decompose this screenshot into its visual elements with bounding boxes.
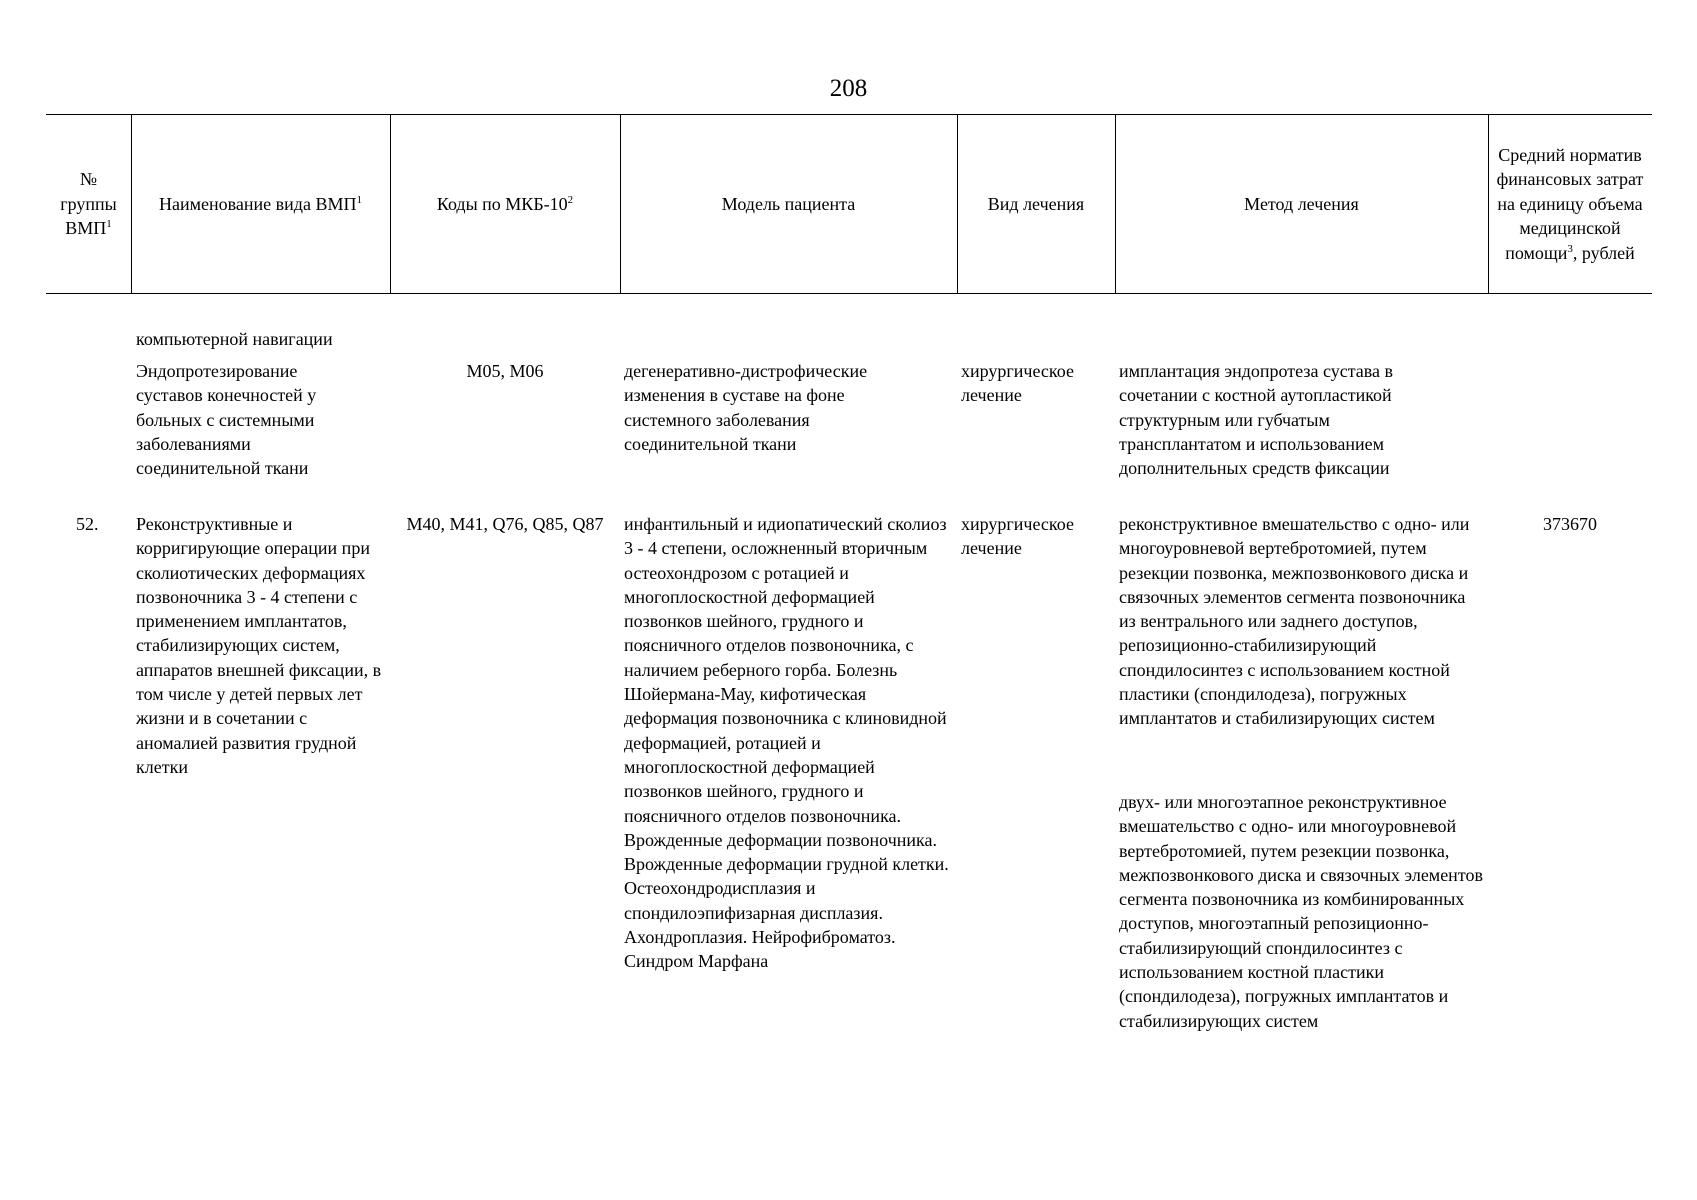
header-icd-codes: Коды по МКБ-$10^2$ <box>436 193 574 214</box>
row-patient-model: дегенеративно-дистрофические изменения в суставе на фоне системного заболевания соединительной ткани <box>624 361 868 454</box>
header-cost: Средний норматив финансовых затрат на единицу объема медицинской помощи$^3$, рублей <box>1496 144 1644 263</box>
row-patient-model: инфантильный и идиопатический сколиоз 3 - 4 степени, осложненный вторичным остеохондрозом с ротацией и многоплоскостной деформацией позвонков шейного, грудного и поясничного отделов позвоночника, с наличием реберного горба. Болезнь Шойермана-Мау, кифотическая деформация позвоночника с клиновидной деформацией, ротацией и многоплоскостной деформацией позвонков шейного, грудного и поясничного отделов позвоночника. Врожденные деформации позвоночника. Врожденные деформации грудной клетки. Остеохондродисплазия и спондилоэпифизарная дисплазия. Ахондроплазия. Нейрофиброматоз. Синдром Марфана <box>624 514 949 972</box>
row-group-number: 52. <box>76 514 99 534</box>
row-icd-codes: M05, M06 <box>466 361 544 381</box>
header-vmp-name: Наименование вида ВМП$^1$ <box>159 193 362 214</box>
row-treatment-method: реконструктивное вмешательство с одно- или многоуровневой вертебротомией, путем резекции позвонка, межпозвонкового диска и связочных элементов сегмента позвоночника из вентрального или заднего доступов, репозиционно-стабилизирующий спондилосинтез с использованием костной пластики (спондилодеза), погружных имплантатов и стабилизирующих систем <box>1119 514 1470 729</box>
row-vmp-name: Реконструктивные и корригирующие операции при сколиотических деформациях позвоночника 3 - 4 степени с применением имплантатов, стабилизирующих систем, аппаратов внешней фиксации, в том числе у детей первых лет жизни и в сочетании с аномалией развития грудной клетки <box>136 514 382 777</box>
row-vmp-name-continued: компьютерной навигации <box>136 329 333 349</box>
row-vmp-name: Эндопротезирование суставов конечностей у больных с системными заболеваниями соединительной ткани <box>136 361 317 479</box>
table-header <box>46 114 1652 294</box>
header-group-number: № группы ВМП$^1$ <box>60 169 117 239</box>
row-icd-codes: M40, M41, Q76, Q85, Q87 <box>406 514 604 534</box>
row-treatment-type: хирургическое лечение <box>961 361 1074 406</box>
header-patient-model: Модель пациента <box>721 193 856 214</box>
row-treatment-method: имплантация эндопротеза сустава в сочетании с костной аутопластикой структурным или губчатым трансплантатом и использованием дополнительных средств фиксации <box>1119 361 1394 479</box>
row-treatment-type: хирургическое лечение <box>961 514 1074 559</box>
row-treatment-method-alt: двух- или многоэтапное реконструктивное вмешательство с одно- или многоуровневой вертебротомией, путем резекции позвонка, межпозвонкового диска и связочных элементов сегмента позвоночника из комбинированных доступов, многоэтапный репозиционно-стабилизирующий спондилосинтез с использованием костной пластики (спондилодеза), погружных имплантатов и стабилизирующих систем <box>1119 792 1483 1031</box>
row-cost: 373670 <box>1543 514 1597 534</box>
page-number: 208 <box>829 75 868 102</box>
header-treatment-type: Вид лечения <box>987 193 1085 214</box>
header-treatment-method: Метод лечения <box>1244 193 1359 214</box>
